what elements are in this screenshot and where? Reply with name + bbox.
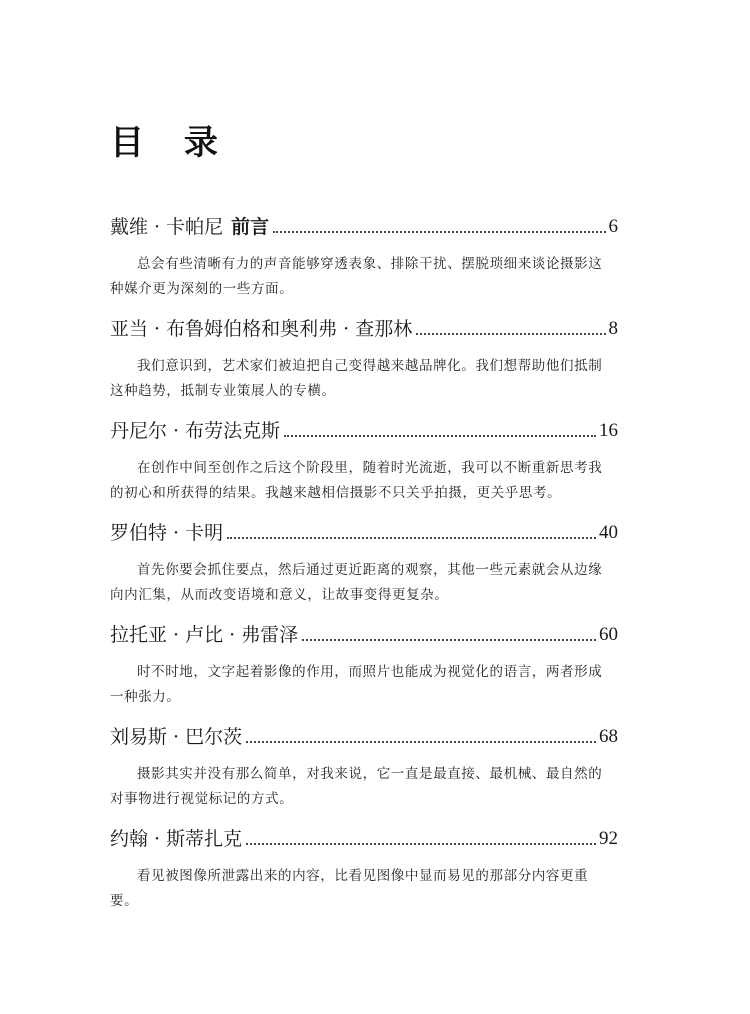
entry-quote: 首先你要会抓住要点，然后通过更近距离的观察，其他一些元素就会从边缘向内汇集，从而改变语境和意义，让故事变得更复杂。 <box>110 562 603 603</box>
entry-page-number: 16 <box>599 420 618 441</box>
dot-leader <box>302 638 596 641</box>
toc-entry-2 <box>110 314 618 416</box>
entry-page-number: 60 <box>599 624 618 645</box>
toc-entry-heading <box>110 620 618 650</box>
entry-quote: 摄影其实并没有那么简单，对我来说，它一直是最直接、最机械、最自然的对事物进行视觉标记的方式。 <box>110 766 603 807</box>
table-of-contents <box>110 212 618 926</box>
entry-page-number: 92 <box>599 828 618 849</box>
entry-author: 刘易斯 · 巴尔茨 <box>110 726 243 748</box>
entry-page-number: 40 <box>599 522 618 543</box>
dot-leader <box>416 332 605 335</box>
toc-entry-1 <box>110 212 618 314</box>
toc-entry-heading <box>110 722 618 752</box>
entry-page-number: 6 <box>608 216 618 237</box>
toc-entry-heading <box>110 824 618 854</box>
entry-page-number: 68 <box>599 726 618 747</box>
entry-author: 戴维 · 卡帕尼 <box>110 216 224 238</box>
entry-quote: 总会有些清晰有力的声音能够穿透表象、排除干扰、摆脱琐细来谈论摄影这种媒介更为深刻的一些方面。 <box>110 256 603 297</box>
toc-entry-4 <box>110 518 618 620</box>
toc-entry-3 <box>110 416 618 518</box>
entry-author: 罗伯特 · 卡明 <box>110 522 224 544</box>
dot-leader <box>246 740 596 743</box>
toc-entry-heading <box>110 314 618 344</box>
entry-subtitle: 前言 <box>231 216 270 238</box>
entry-quote: 看见被图像所泄露出来的内容，比看见图像中显而易见的那部分内容更重要。 <box>110 868 589 909</box>
toc-entry-heading <box>110 518 618 548</box>
toc-entry-7 <box>110 824 618 926</box>
entry-quote: 在创作中间至创作之后这个阶段里，随着时光流逝，我可以不断重新思考我的初心和所获得的结果。我越来越相信摄影不只关乎拍摄，更关乎思考。 <box>110 460 603 501</box>
entry-author: 拉托亚 · 卢比 · 弗雷泽 <box>110 624 299 646</box>
entry-page-number: 8 <box>608 318 618 339</box>
toc-entry-5 <box>110 620 618 722</box>
dot-leader <box>246 842 596 845</box>
entry-author: 约翰 · 斯蒂扎克 <box>110 828 243 850</box>
dot-leader <box>273 230 605 233</box>
toc-entry-6 <box>110 722 618 824</box>
dot-leader <box>227 536 596 539</box>
page-title: 目 录 <box>110 123 232 163</box>
entry-author: 亚当 · 布鲁姆伯格和奥利弗 · 查那林 <box>110 318 413 340</box>
entry-quote: 我们意识到，艺术家们被迫把自己变得越来越品牌化。我们想帮助他们抵制这种趋势，抵制专业策展人的专横。 <box>110 358 603 399</box>
toc-entry-heading <box>110 416 618 446</box>
toc-entry-heading <box>110 212 618 242</box>
dot-leader <box>284 434 596 437</box>
entry-quote: 时不时地，文字起着影像的作用，而照片也能成为视觉化的语言，两者形成一种张力。 <box>110 664 603 705</box>
entry-author: 丹尼尔 · 布劳法克斯 <box>110 420 281 442</box>
